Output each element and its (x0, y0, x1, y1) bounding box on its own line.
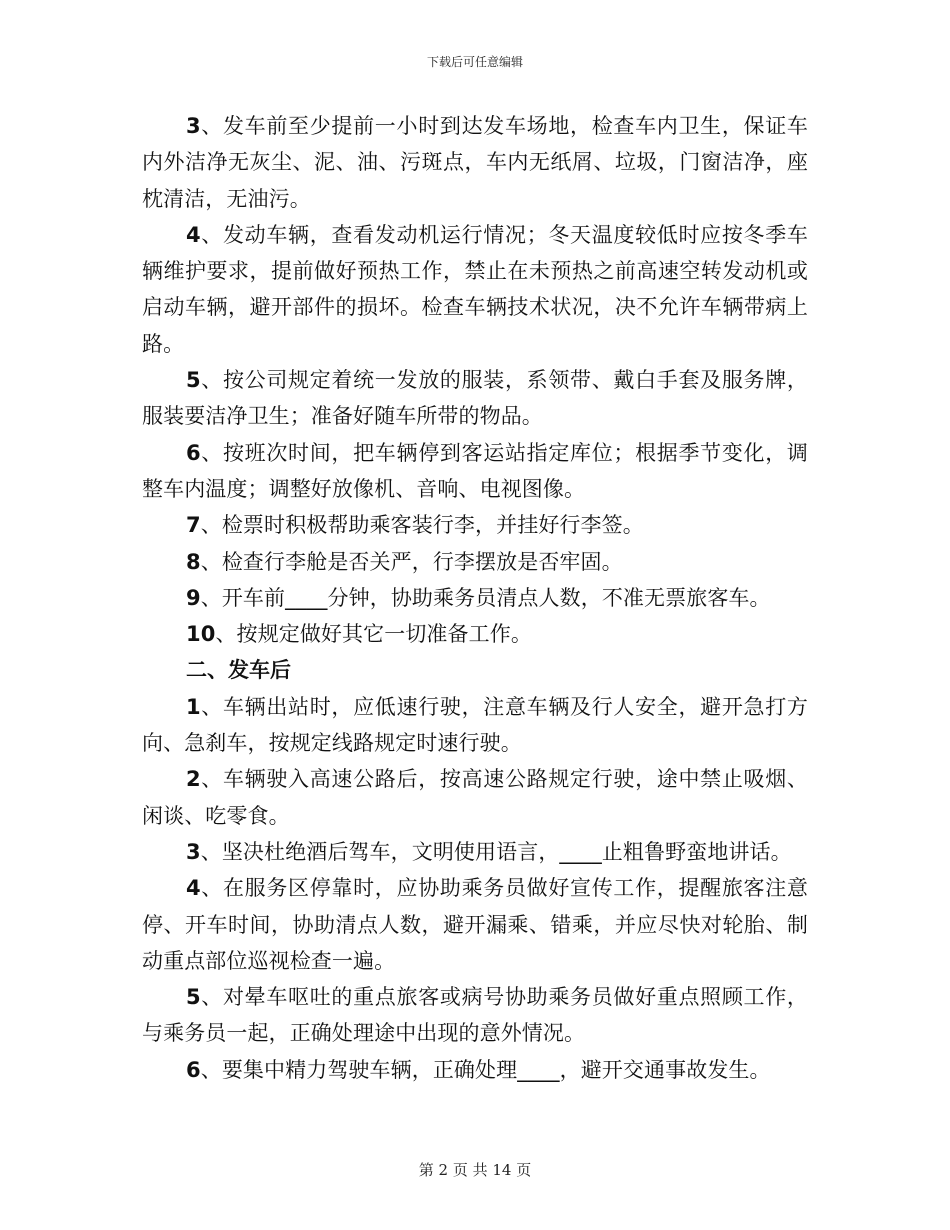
item-text: 、检票时积极帮助乘客装行李，并挂好行李签。 (200, 513, 644, 538)
item-number: 5 (186, 985, 201, 1010)
item-number: 6 (186, 1057, 201, 1082)
list-item (142, 616, 808, 652)
list-item (142, 979, 808, 1052)
list-item (142, 217, 808, 362)
list-item (142, 362, 808, 435)
item-text: 、车辆出站时，应低速行驶，注意车辆及行人安全，避开急打方向、急刹车，按规定线路规定时速行驶。 (142, 694, 808, 756)
list-item (142, 580, 808, 616)
item-number: 6 (186, 440, 201, 465)
list-item (142, 435, 808, 508)
item-text: 、按公司规定着统一发放的服装，系领带、戴白手套及服务牌，服装要洁净卫生；准备好随车所带的物品。 (142, 368, 808, 429)
item-number: 7 (186, 513, 201, 538)
list-item (142, 1052, 808, 1088)
list-item (142, 870, 808, 979)
item-text: 、发车前至少提前一小时到达发车场地，检查车内卫生，保证车内外洁净无灰尘、泥、油、污斑点，车内无纸屑、垃圾，门窗洁净，座枕清洁，无油污。 (142, 114, 808, 211)
item-text: 、按班次时间，把车辆停到客运站指定库位；根据季节变化，调整车内温度；调整好放像机、音响、电视图像。 (142, 440, 808, 501)
list-item (142, 507, 808, 543)
page-footer-number: 第 2 页 共 14 页 (418, 1161, 532, 1179)
item-text: 、开车前____分钟，协助乘务员清点人数，不准无票旅客车。 (200, 585, 771, 610)
page-header-note: 下载后可任意编辑 (426, 55, 523, 69)
list-item (142, 544, 808, 580)
item-text: 、对晕车呕吐的重点旅客或病号协助乘务员做好重点照顾工作，与乘务员一起，正确处理途中出现的意外情况。 (142, 985, 808, 1046)
document-body (142, 108, 808, 1088)
section-heading: 二、发车后 (186, 658, 291, 683)
item-number: 3 (186, 114, 201, 138)
item-text: 、发动车辆，查看发动机运行情况；冬天温度较低时应按冬季车辆维护要求，提前做好预热工作，禁止在未预热之前高速空转发动机或启动车辆，避开部件的损坏。检查车辆技术状况，决不允许车辆带病上路。 (142, 222, 808, 356)
list-item (142, 689, 808, 762)
item-number: 1 (186, 694, 201, 719)
item-number: 5 (186, 368, 201, 393)
item-text: 、坚决杜绝酒后驾车，文明使用语言，____止粗鲁野蛮地讲话。 (200, 839, 792, 864)
item-text: 、按规定做好其它一切准备工作。 (215, 622, 532, 647)
item-number: 3 (186, 839, 201, 864)
list-item (142, 834, 808, 870)
item-number: 4 (186, 876, 201, 901)
item-text: 、要集中精力驾驶车辆，正确处理____，避开交通事故发生。 (200, 1057, 771, 1082)
item-number: 9 (186, 585, 201, 610)
list-item (142, 761, 808, 834)
list-item (142, 108, 808, 217)
item-number: 10 (186, 622, 216, 647)
item-text: 、检查行李舱是否关严，行李摆放是否牢固。 (200, 549, 623, 574)
item-number: 4 (186, 222, 201, 247)
item-text: 、在服务区停靠时，应协助乘务员做好宣传工作，提醒旅客注意停、开车时间，协助清点人数，避开漏乘、错乘，并应尽快对轮胎、制动重点部位巡视检查一遍。 (142, 876, 808, 973)
item-number: 8 (186, 549, 201, 574)
item-number: 2 (186, 767, 201, 792)
item-text: 、车辆驶入高速公路后，按高速公路规定行驶，途中禁止吸烟、闲谈、吃零食。 (142, 767, 808, 828)
